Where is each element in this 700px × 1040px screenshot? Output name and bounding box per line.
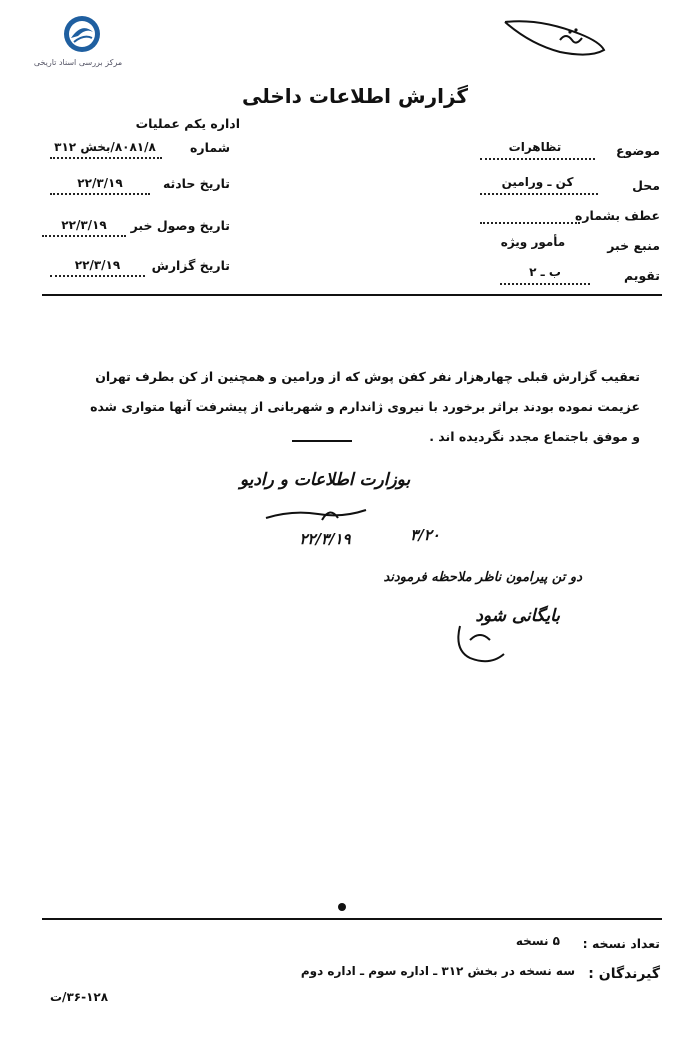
header-divider bbox=[42, 294, 662, 296]
field-subject-label: موضوع bbox=[615, 143, 660, 158]
field-number-value: ۸۰۸۱/۸/بخش ۳۱۲ bbox=[54, 140, 156, 154]
handwritten-note-3: بایگانی شود bbox=[475, 606, 560, 626]
field-receipt-date-value: ۲۲/۳/۱۹ bbox=[61, 218, 107, 232]
handwritten-date: ۲۲/۳/۱۹ bbox=[299, 530, 351, 548]
page-title: گزارش اطلاعات داخلی bbox=[241, 84, 469, 108]
field-location-value: کن ـ ورامین bbox=[501, 175, 574, 189]
field-rating-label: تقویم bbox=[623, 268, 660, 283]
form-code: ۳۶-۱۲۸/ت bbox=[50, 990, 109, 1004]
field-location-label: محل bbox=[632, 178, 660, 193]
handwritten-mid-note: ۳/۲۰ bbox=[410, 526, 440, 544]
body-line-2: عزیمت نموده بودند براثر برخورد با نیروی ژاندارم و شهربانی از پیشرفت آنها متواری شده bbox=[90, 399, 640, 414]
recipients-value: سه نسخه در بخش ۳۱۲ ـ اداره سوم ـ اداره دوم bbox=[300, 964, 575, 978]
body-end-dash bbox=[292, 440, 352, 442]
copies-label: تعداد نسخه : bbox=[582, 936, 660, 951]
handwritten-note-2: دو تن پیرامون ناظر ملاحظه فرمودند bbox=[383, 570, 582, 585]
footer-divider bbox=[42, 918, 662, 920]
copies-value: ۵ نسخه bbox=[515, 934, 560, 948]
archive-logo-text: مرکز بررسی اسناد تاریخی bbox=[33, 58, 123, 67]
field-receipt-date-label: تاریخ وصول خبر bbox=[130, 218, 230, 233]
handwritten-flourish bbox=[262, 500, 372, 530]
top-scribble bbox=[500, 14, 610, 64]
field-incident-date-label: تاریخ حادثه bbox=[162, 176, 230, 191]
field-report-date-label: تاریخ گزارش bbox=[151, 258, 230, 273]
center-dot bbox=[338, 903, 346, 911]
body-line-3: و موفق باجتماع مجدد نگردیده اند . bbox=[429, 429, 640, 444]
field-incident-date-value: ۲۲/۳/۱۹ bbox=[77, 176, 123, 190]
handwritten-signature bbox=[450, 620, 510, 670]
field-report-date-value: ۲۲/۳/۱۹ bbox=[74, 258, 121, 272]
recipients-label: گیرندگان : bbox=[588, 966, 660, 982]
archive-logo bbox=[28, 10, 128, 70]
field-reference-label: عطف بشماره bbox=[574, 208, 660, 223]
field-source-value: مأمور ویژه bbox=[500, 235, 566, 249]
handwritten-note-1: بوزارت اطلاعات و رادیو bbox=[239, 470, 411, 490]
body-line-1: تعقیب گزارش قبلی چهارهزار نفر کفن پوش که از ورامین و همچنین از کن بطرف تهران bbox=[95, 369, 640, 384]
archive-logo-icon bbox=[62, 14, 102, 54]
field-rating-value: ب ـ ۲ bbox=[529, 265, 561, 279]
office-label: اداره یکم عملیات bbox=[135, 116, 240, 131]
field-subject-value: تظاهرات bbox=[508, 140, 562, 154]
field-number-label: شماره bbox=[190, 140, 230, 155]
report-body bbox=[60, 362, 640, 452]
field-source-label: منبع خبر bbox=[607, 238, 660, 253]
